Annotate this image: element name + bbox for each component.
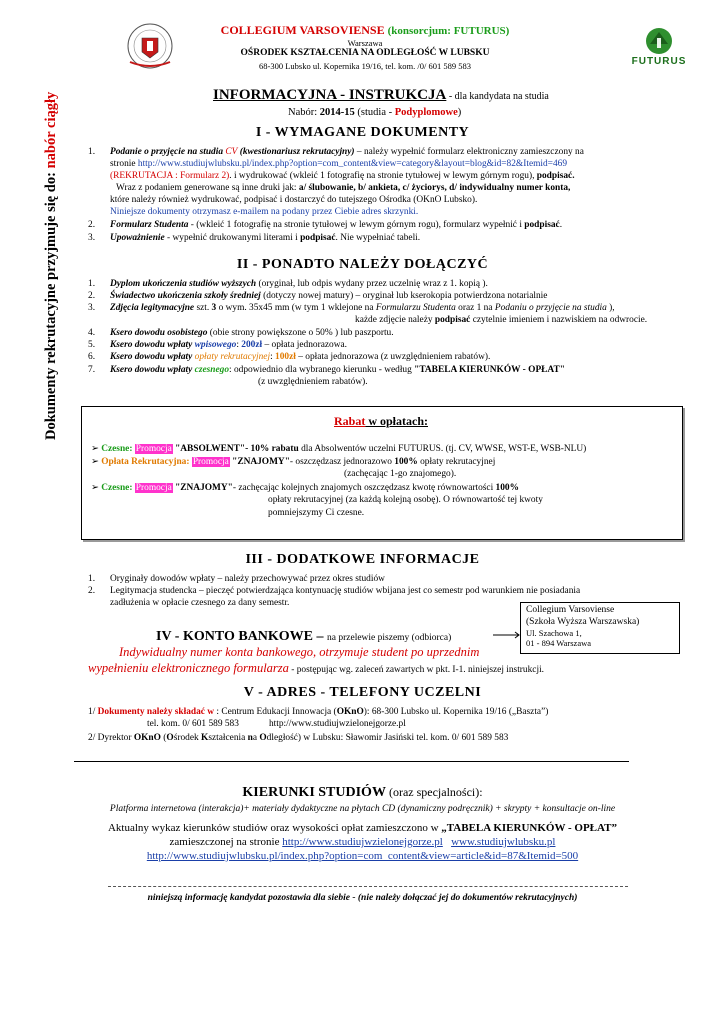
rabat-title-a: Rabat (333, 414, 366, 428)
s2-i5-c: : (236, 340, 242, 350)
title-for-whom: - dla kandydata na studia (446, 91, 549, 102)
s2-i3-c: 3 (211, 303, 217, 313)
formularz-link[interactable]: http://www.studiujwlubsku.pl/index.php?option=com_content&view=category&layout=blog&id=82&Itemid=469 (137, 159, 568, 169)
header-center: OŚRODEK KSZTAŁCENIA NA ODLEGŁOŚĆ W LUBSKU (240, 48, 490, 58)
r3-label: Czesne: (101, 483, 135, 493)
kierunki-line2-a: zamieszczonej na stronie (169, 836, 283, 848)
r1-label: Czesne: (101, 444, 135, 454)
item-number: 5. (88, 340, 96, 350)
org-name: COLLEGIUM VARSOVIENSE (220, 23, 385, 37)
s1-item3-c: podpisać (300, 233, 336, 243)
r2-promo-badge: Promocja (192, 457, 229, 467)
header-city: Warszawa (347, 38, 383, 48)
studia-open: (studia - (354, 107, 395, 118)
s2-i6-d: 100zł (275, 352, 296, 362)
s5-website-link[interactable]: http://www.studiujwzielonejgorze.pl (268, 719, 406, 729)
studia-close: ) (457, 107, 462, 118)
s1-item3-b: - wypełnić drukowanymi literami i (164, 233, 301, 243)
kierunki-line1-b: „TABELA KIERUNKÓW - OPŁAT” (441, 822, 617, 834)
nabor-year: 2014-15 (319, 107, 355, 118)
nabor-label: Nabór: (288, 107, 320, 118)
sidebar-red-text: nabór ciągły (43, 91, 59, 169)
s1-item1-a: Podanie o przyjęcie na studia (110, 147, 226, 157)
s4-heading-small: na przelewie piszemy (odbiorca) (327, 633, 452, 643)
s2-i1-a: Dyplom ukończenia studiów wyższych (110, 279, 257, 289)
bullet-arrow-icon: ➢ (91, 444, 102, 454)
item-number: 1. (88, 574, 96, 584)
rekrutacja-note: (REKRUTACJA : Formularz 2) (110, 171, 230, 181)
s2-i4-a: Ksero dowodu osobistego (110, 328, 208, 338)
s2-i7-b: czesnego (194, 365, 230, 375)
s3-i2: Legitymacja studencka – pieczęć potwierdzająca kontynuację studiów wbijana jest co semestr pod warunkiem nie posiadania (110, 586, 581, 596)
s1-item1-b: (kwestionariusz rekrutacyjny) (237, 147, 355, 157)
s2-i7-line2: (z uwzględnieniem rabatów). (258, 377, 368, 387)
s1-item1-c: – należy wypełnić formularz elektroniczny zamieszczony na (354, 147, 584, 157)
s5-l2-d: O (166, 733, 174, 743)
r2-c: 100% (394, 457, 418, 467)
kierunki-line1-a: Aktualny wykaz kierunków studiów oraz wysokości opłat zamieszczono w (107, 822, 442, 834)
s1-item2-d: . (559, 220, 563, 230)
item-number: 3. (88, 303, 96, 313)
item-number: 3. (88, 233, 96, 243)
r1-name: "ABSOLWENT" (172, 444, 246, 454)
s5-l2-h: n (247, 733, 253, 743)
page-title: INFORMACYJNA - INSTRUKCJA (213, 87, 447, 103)
kierunki-url-3[interactable]: http://www.studiujwlubsku.pl/index.php?option=com_content&view=article&id=87&Itemid=500 (146, 850, 579, 862)
s1-item3-d: . Nie wypełniać tabeli. (335, 233, 421, 243)
s5-l2-e: środek (173, 733, 202, 743)
s1-item1-line2: stronie (110, 159, 138, 169)
s5-l2-f: K (201, 733, 209, 743)
s2-i3-a: Zdjęcia legitymacyjne (110, 303, 195, 313)
r2-d: opłaty rekrutacyjnej (417, 457, 496, 467)
s2-i5-e: – opłata jednorazowa. (262, 340, 347, 350)
logo-futurus-text: FUTURUS (631, 56, 687, 67)
s2-i3-line2-b: podpisać (434, 315, 471, 325)
item-number: 1. (88, 279, 96, 289)
s2-i3-b: szt. (194, 303, 212, 313)
bank-box-line2: (Szkoła Wyższa Warszawska) (526, 616, 640, 627)
consortium-label: (konsorcjum: FUTURUS) (387, 25, 510, 37)
s2-i3-h: ), (606, 303, 615, 313)
r3-name: "ZNAJOMY" (172, 483, 233, 493)
s2-i7-c: : odpowiednio dla wybranego kierunku - według (229, 365, 415, 375)
s1-item1-line3-bold: podpisać. (536, 171, 575, 181)
item-number: 2. (88, 291, 96, 301)
studia-type: Podyplomowe (394, 107, 458, 118)
r1-promo-badge: Promocja (135, 444, 172, 454)
vertical-sidebar-note (42, 70, 60, 440)
logo-collegium (120, 22, 180, 72)
r1-c: dla Absolwentów uczelni FUTURUS. (tj. CV, WWSE, WST-E, WSB-NLU) (298, 444, 587, 454)
divider-line (74, 761, 629, 762)
s1-item2-c: podpisać (524, 220, 560, 230)
section-1-heading: I - WYMAGANE DOKUMENTY (255, 125, 470, 140)
s2-i1-b: (oryginał, lub odpis wydany przez uczelnię wraz z 1. kopią ). (256, 279, 488, 289)
s5-l2-g: ształcenia (208, 733, 248, 743)
s5-l2-b: OKnO (133, 733, 161, 743)
r2-label: Opłata Rekrutacyjna: (101, 457, 192, 467)
s2-i6-c: : (270, 352, 276, 362)
section-4-heading: IV - KONTO BANKOWE (156, 629, 314, 644)
kierunki-url-1[interactable]: http://www.studiujwzielonejgorze.pl (282, 836, 443, 848)
s1-item3-a: Upoważnienie (110, 233, 165, 243)
s2-i7-d: "TABELA KIERUNKÓW - OPŁAT" (414, 365, 565, 375)
s1-item1-line5: które należy również wydrukować, podpisać i dostarczyć do tutejszego Ośrodka (OKnO Lubsko). (110, 195, 478, 205)
s5-l2-i: a (252, 733, 260, 743)
kierunki-heading: KIERUNKI STUDIÓW (242, 785, 386, 800)
s3-i2-line2: zadłużenia w opłacie czesnego za dany semestr. (110, 598, 290, 608)
kierunki-url-2[interactable]: www.studiujwlubsku.pl (451, 836, 556, 848)
r2-name: "ZNAJOMY" (229, 457, 290, 467)
s4-line2-rest: - postępując wg. zaleceń zawartych w pkt. I-1. niniejszej instrukcji. (288, 665, 545, 675)
item-number: 4. (88, 328, 96, 338)
s2-i3-e: Formularzu Studenta (375, 303, 456, 313)
s2-i3-g: Podaniu o przyjęcie na studia (494, 303, 607, 313)
s2-i7-a: Ksero dowodu wpłaty (110, 365, 195, 375)
s1-item1-line4-bold: a/ ślubowanie, b/ ankieta, c/ życiorys, d/ indywidualny numer konta, (298, 183, 571, 193)
s3-i1: Oryginały dowodów wpłaty – należy przechowywać przez okres studiów (110, 574, 385, 584)
r3-c: 100% (495, 483, 519, 493)
s2-i3-f: oraz 1 na (455, 303, 495, 313)
section-3-heading: III - DODATKOWE INFORMACJE (245, 552, 480, 567)
s5-l1-b: : Centrum Edukacji Innowacja ( (214, 707, 337, 717)
footer-note: niniejszą informację kandydat pozostawia dla siebie - (nie należy dołączać jej do dokumentów rekrutacyjnych) (147, 893, 578, 903)
logo-futurus (628, 26, 690, 70)
s5-l2-a: 2/ Dyrektor (88, 733, 134, 743)
s2-i5-a: Ksero dowodu wpłaty (110, 340, 195, 350)
bank-recipient-box (520, 602, 680, 654)
kierunki-heading-tail: (oraz specjalności): (385, 785, 483, 799)
bank-box-line3: Ul. Szachowa 1, (526, 628, 582, 638)
s2-i6-a: Ksero dowodu wpłaty (110, 352, 195, 362)
s1-item2-a: Formularz Studenta (110, 220, 189, 230)
section-5-heading: V - ADRES - TELEFONY UCZELNI (243, 685, 482, 700)
r1-b: - 10% rabatu (245, 444, 299, 454)
s2-i3-line2-c: czytelnie imieniem i nazwiskiem na odwrocie. (470, 315, 648, 325)
item-number: 2. (88, 220, 96, 230)
bank-box-line1: Collegium Varsoviense (526, 605, 615, 615)
s4-heading-tail: – (313, 629, 328, 644)
item-number: 7. (88, 365, 96, 375)
s5-l2-j: O (259, 733, 267, 743)
s1-item1-line3: . i wydrukować (wkleić 1 fotografię na stronie tytułowej w lewym górnym rogu), (229, 171, 537, 181)
r3-b: - zachęcając kolejnych znajomych oszczędzasz kwotę równowartości (232, 483, 496, 493)
r3-line3: pomniejszymy Ci czesne. (268, 508, 365, 518)
s1-item1-line6: Niniejsze dokumenty otrzymasz e-mailem na podany przez Ciebie adres skrzynki. (110, 207, 419, 217)
s1-item1-line4: Wraz z podaniem generowane są inne druki jak: (116, 183, 299, 193)
item-number: 1. (88, 147, 96, 157)
s4-line2-red: wypełnieniu elektronicznego formularza (88, 661, 289, 675)
bank-box-arrow (493, 631, 520, 639)
s5-l2-c: ( (160, 733, 167, 743)
bullet-arrow-icon: ➢ (91, 457, 102, 467)
rabat-title-b: w opłatach: (365, 414, 428, 428)
s2-i2-a: Świadectwo ukończenia szkoły średniej (110, 291, 261, 301)
r3-promo-badge: Promocja (135, 483, 172, 493)
s5-l1-d: ): 68-300 Lubsko ul. Kopernika 19/16 („Baszta”) (363, 707, 549, 717)
s2-i5-d: 200zł (241, 340, 263, 350)
r3-line2: opłaty rekrutacyjnej (za każdą kolejną osobę). O równowartość tej kwoty (268, 495, 543, 505)
s5-l1-a: 1/ (88, 707, 98, 717)
bank-box-line4: 01 - 894 Warszawa (526, 638, 592, 648)
s2-i6-e: – opłata jednorazowa (z uwzględnieniem rabatów). (295, 352, 491, 362)
s2-i3-line2-a: każde zdjęcie należy (355, 315, 435, 325)
item-number: 2. (88, 586, 96, 596)
s2-i3-d: o wym. 35x45 mm (w tym 1 wklejone na (216, 303, 376, 313)
s5-l1-phone: tel. kom. 0/ 601 589 583 (147, 719, 239, 729)
header-address: 68-300 Lubsko ul. Kopernika 19/16, tel. kom. /0/ 601 589 583 (258, 61, 471, 71)
sidebar-text: Dokumenty rekrutacyjne przyjmuje się do: (43, 168, 59, 440)
s1-item2-b: - (wkleić 1 fotografię na stronie tytułowej w lewym górnym rogu), formularz wypełnić i (188, 220, 525, 230)
r2-b: - oszczędzasz jednorazowo (289, 457, 395, 467)
s2-i4-b: (obie strony powiększone o 50% ) lub paszportu. (207, 328, 394, 338)
s5-l1-red: Dokumenty należy składać w (97, 707, 215, 717)
s2-i6-b: opłaty rekrutacyjnej (194, 352, 271, 362)
r2-line2: (zachęcając 1-go znajomego). (344, 469, 457, 479)
s4-line1: Indywidualny numer konta bankowego, otrzymuje student po uprzednim (119, 645, 480, 659)
item-number: 6. (88, 352, 96, 362)
s5-l1-c: OKnO (336, 707, 364, 717)
bullet-arrow-icon: ➢ (91, 483, 102, 493)
s5-l2-k: dległość) w Lubsku: Sławomir Jasiński tel. kom. 0/ 601 589 583 (266, 733, 509, 743)
kierunki-platform: Platforma internetowa (interakcja)+ materiały dydaktyczne na płytach CD (dynamiczny podręcznik) + skrypty + konsultacje on-line (109, 804, 616, 814)
s2-i2-b: (dotyczy nowej matury) – oryginał lub kserokopia potwierdzona notarialnie (260, 291, 548, 301)
s2-i5-b: wpisowego (194, 340, 237, 350)
s1-item1-cv: CV (225, 147, 238, 157)
section-2-heading: II - PONADTO NALEŻY DOŁĄCZYĆ (236, 257, 489, 272)
dashed-divider (108, 886, 628, 887)
